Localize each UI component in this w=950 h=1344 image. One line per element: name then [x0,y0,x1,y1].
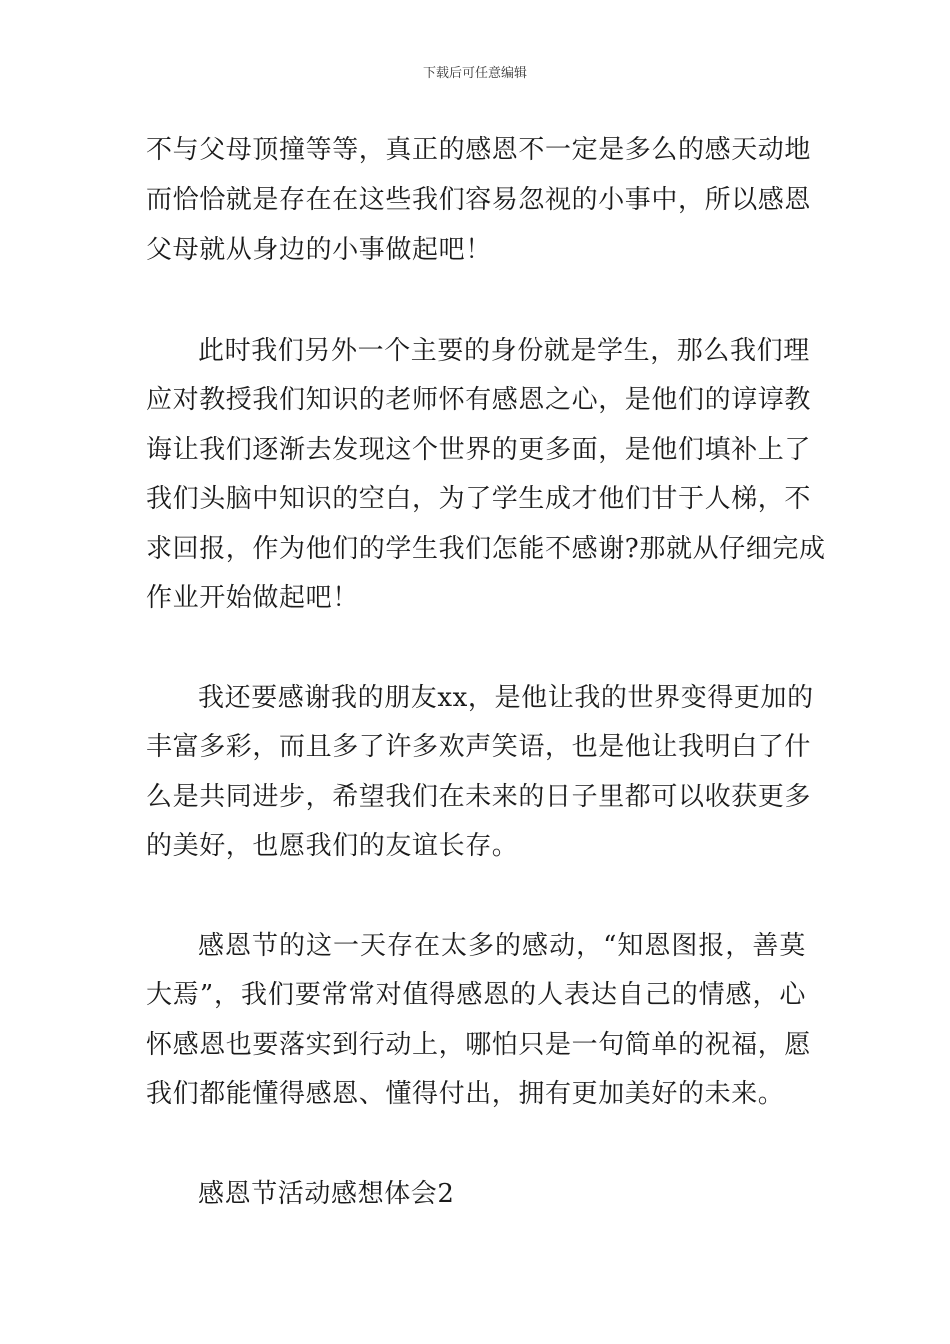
paragraph-4-line-1: 感恩节的这一天存在太多的感动，“知恩图报，善莫 [198,931,806,961]
paragraph-3-line-2: 丰富多彩，而且多了许多欢声笑语，也是他让我明白了什 [146,732,812,762]
paragraph-1-line-1: 不与父母顶撞等等，真正的感恩不一定是多么的感天动地 [146,135,812,165]
paragraph-4-line-3: 怀感恩也要落实到行动上，哪怕只是一句简单的祝福，愿 [146,1030,812,1060]
page-header: 下载后可任意编辑 [422,66,527,81]
paragraph-3-line-1: 我还要感谢我的朋友xx，是他让我的世界变得更加的 [198,683,814,713]
paragraph-2-line-2: 应对教授我们知识的老师怀有感恩之心，是他们的谆谆教 [146,385,812,415]
paragraph-2-line-4: 我们头脑中知识的空白，为了学生成才他们甘于人梯，不 [146,484,812,514]
paragraph-4-line-2: 大焉”，我们要常常对值得感恩的人表达自己的情感，心 [146,980,806,1010]
paragraph-3-line-3: 么是共同进步，希望我们在未来的日子里都可以收获更多 [146,782,812,812]
paragraph-2-line-6: 作业开始做起吧！ [146,583,359,613]
paragraph-4-line-4: 我们都能懂得感恩、懂得付出，拥有更加美好的未来。 [146,1079,785,1109]
paragraph-2-line-1: 此时我们另外一个主要的身份就是学生，那么我们理 [198,336,810,366]
section-title: 感恩节活动感想体会2 [198,1179,455,1209]
paragraph-3-line-4: 的美好，也愿我们的友谊长存。 [146,831,519,861]
paragraph-2-line-3: 诲让我们逐渐去发现这个世界的更多面，是他们填补上了 [146,435,812,465]
paragraph-2-line-5: 求回报，作为他们的学生我们怎能不感谢?那就从仔细完成 [146,534,826,564]
paragraph-1-line-2: 而恰恰就是存在在这些我们容易忽视的小事中，所以感恩 [146,185,812,215]
paragraph-1-line-3: 父母就从身边的小事做起吧！ [146,235,492,265]
